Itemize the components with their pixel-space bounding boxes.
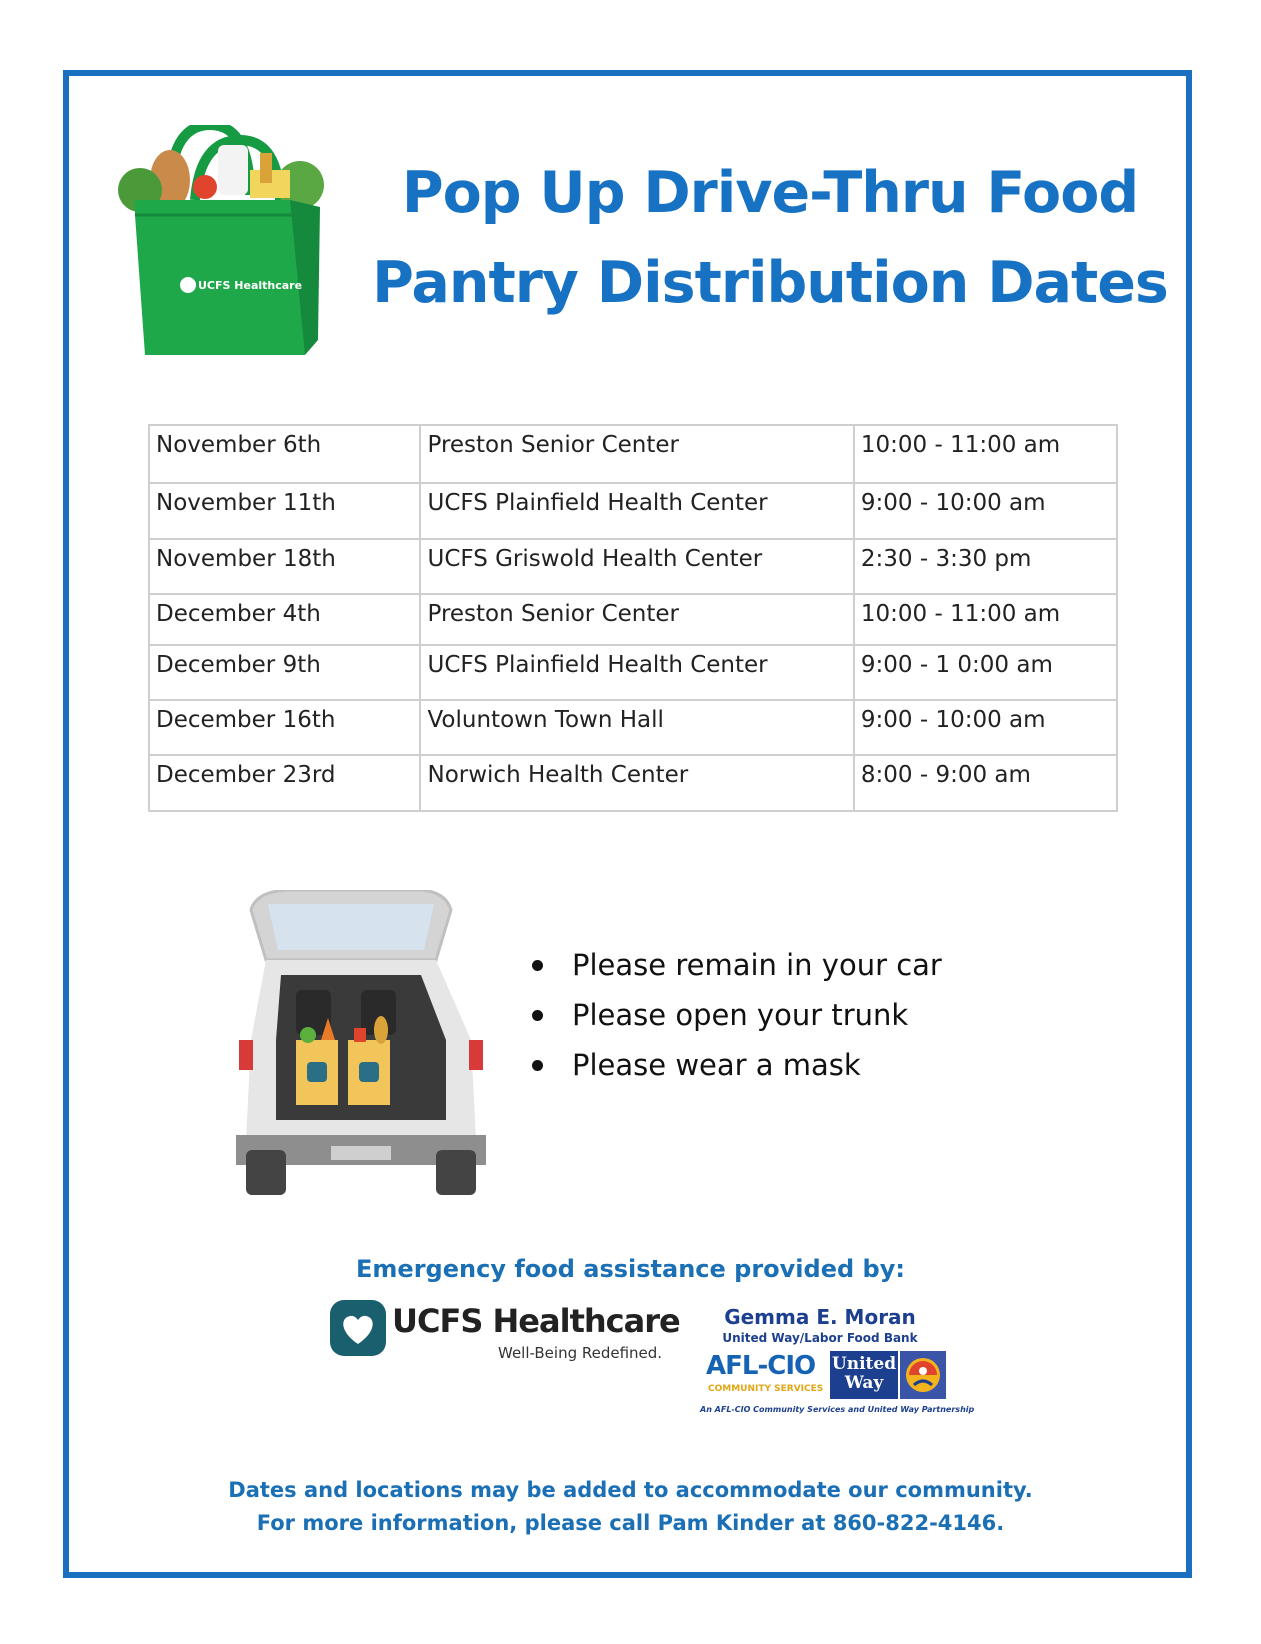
schedule-time: 10:00 - 11:00 am: [854, 594, 1117, 645]
schedule-row: [149, 645, 1117, 700]
footer-line-2: For more information, please call Pam Kinder at 860-822-4146.: [256, 1511, 1005, 1535]
schedule-time: 8:00 - 9:00 am: [854, 755, 1117, 811]
afl-cio-subtitle: COMMUNITY SERVICES: [708, 1384, 824, 1394]
instruction-item: [520, 940, 942, 990]
instruction-text: Please remain in your car: [572, 948, 942, 982]
schedule-row: [149, 425, 1117, 483]
schedule-row: [149, 539, 1117, 594]
united-way-logo: United Way: [830, 1351, 898, 1399]
food-bank-logo: [700, 1305, 975, 1425]
ucfs-tagline: Well-Being Redefined.: [498, 1344, 663, 1362]
schedule-time: 2:30 - 3:30 pm: [854, 539, 1117, 594]
schedule-time: 9:00 - 1 0:00 am: [854, 645, 1117, 700]
grocery-bag-image: [100, 125, 332, 375]
food-bank-subtitle: United Way/Labor Food Bank: [722, 1331, 918, 1345]
schedule-location: UCFS Griswold Health Center: [420, 539, 853, 594]
heart-icon: [330, 1300, 386, 1356]
united-way-seal-icon: [900, 1351, 946, 1399]
schedule-date: December 16th: [149, 700, 420, 755]
instruction-text: Please wear a mask: [572, 1048, 861, 1082]
instructions-list: [520, 940, 942, 1090]
schedule-location: Preston Senior Center: [420, 594, 853, 645]
bullet-icon: [532, 960, 543, 971]
schedule-row: [149, 594, 1117, 645]
car-trunk-image: [236, 890, 486, 1200]
schedule-table: [148, 424, 1118, 812]
schedule-date: November 18th: [149, 539, 420, 594]
bullet-icon: [532, 1010, 543, 1021]
bag-logo-text: UCFS Healthcare: [198, 279, 303, 292]
schedule-date: December 9th: [149, 645, 420, 700]
food-bank-name: Gemma E. Moran: [724, 1305, 916, 1329]
schedule-location: UCFS Plainfield Health Center: [420, 645, 853, 700]
title-line-2: Pantry Distribution Dates: [372, 250, 1168, 316]
instruction-item: [520, 990, 942, 1040]
instruction-item: [520, 1040, 942, 1090]
footer-line-1: Dates and locations may be added to accommodate our community.: [228, 1478, 1033, 1502]
schedule-time: 10:00 - 11:00 am: [854, 425, 1117, 483]
schedule-date: November 11th: [149, 483, 420, 539]
schedule-location: Preston Senior Center: [420, 425, 853, 483]
schedule-date: December 23rd: [149, 755, 420, 811]
bullet-icon: [532, 1060, 543, 1071]
schedule-date: December 4th: [149, 594, 420, 645]
schedule-location: Voluntown Town Hall: [420, 700, 853, 755]
partnership-text: An AFL-CIO Community Services and United Way Partnership: [700, 1405, 975, 1414]
schedule-location: Norwich Health Center: [420, 755, 853, 811]
afl-cio-logo: AFL-CIO: [706, 1351, 816, 1381]
instruction-text: Please open your trunk: [572, 998, 909, 1032]
provided-by-heading: Emergency food assistance provided by:: [356, 1255, 905, 1283]
schedule-row: [149, 700, 1117, 755]
title-line-1: Pop Up Drive-Thru Food: [401, 160, 1139, 226]
schedule-row: [149, 755, 1117, 811]
schedule-time: 9:00 - 10:00 am: [854, 483, 1117, 539]
page-title: [370, 148, 1170, 328]
schedule-row: [149, 483, 1117, 539]
schedule-location: UCFS Plainfield Health Center: [420, 483, 853, 539]
ucfs-name: UCFS Healthcare: [392, 1302, 680, 1340]
footer-text: [0, 1474, 1261, 1540]
ucfs-healthcare-logo: [330, 1300, 680, 1380]
schedule-date: November 6th: [149, 425, 420, 483]
schedule-time: 9:00 - 10:00 am: [854, 700, 1117, 755]
